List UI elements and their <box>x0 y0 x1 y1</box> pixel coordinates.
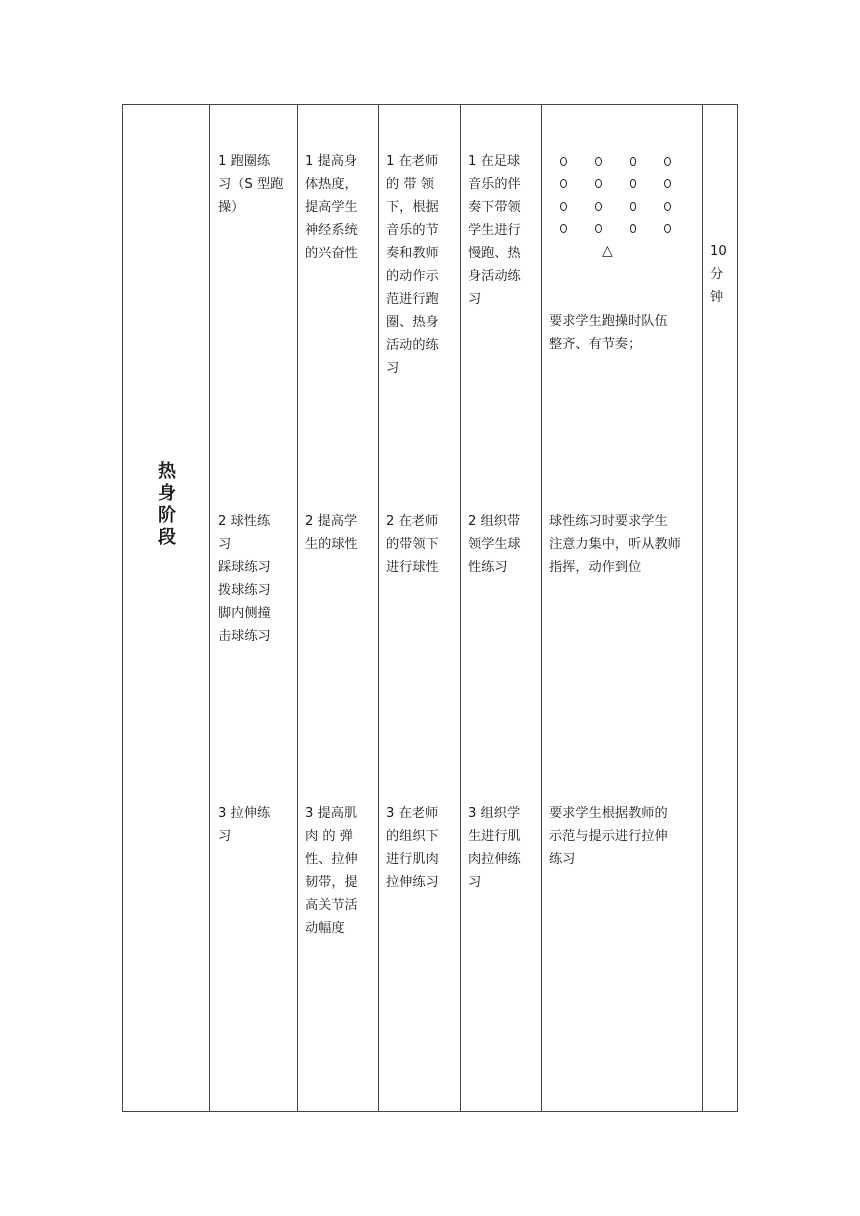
student-cell-3 <box>468 802 540 894</box>
text-line: 1 跑圈练 <box>218 154 271 169</box>
student-circle-icon <box>664 202 671 211</box>
student-circle-icon <box>630 202 637 211</box>
student-circle-icon <box>630 179 637 188</box>
student-circle-icon <box>560 179 567 188</box>
content-cell-1 <box>218 150 298 219</box>
time-unit-char: 分 <box>710 267 724 282</box>
text-line: 要求学生跑操时队伍 <box>549 314 668 329</box>
column-divider <box>209 105 210 1111</box>
text-line: 身活动练 <box>468 269 521 284</box>
text-line: 习 <box>468 875 482 890</box>
text-line: 的兴奋性 <box>305 246 358 261</box>
text-line: 圈、热身 <box>386 315 439 330</box>
teacher-cell-1 <box>386 150 458 380</box>
text-line: 1 提高身 <box>305 154 358 169</box>
text-line: 提高学生 <box>305 200 358 215</box>
text-line: 的带领下 <box>386 537 439 552</box>
text-line: 高关节活 <box>305 898 358 913</box>
column-divider <box>541 105 542 1111</box>
text-line: 1 在老师 <box>386 154 439 169</box>
text-line: 拉伸练习 <box>386 875 439 890</box>
student-cell-1 <box>468 150 540 311</box>
student-circle-icon <box>560 224 567 233</box>
column-divider <box>460 105 461 1111</box>
text-line: 整齐、有节奏； <box>549 337 642 352</box>
text-line: 范进行跑 <box>386 292 439 307</box>
text-line: 奏和教师 <box>386 246 439 261</box>
text-line: 3 提高肌 <box>305 806 358 821</box>
text-line: 3 拉伸练 <box>218 806 271 821</box>
text-line: 拨球练习 <box>218 583 271 598</box>
formation-row <box>552 195 692 218</box>
text-line: 2 球性练 <box>218 514 271 529</box>
text-line: 奏下带领 <box>468 200 521 215</box>
teacher-triangle-icon: △ <box>602 243 613 259</box>
text-line: 3 组织学 <box>468 806 521 821</box>
text-line: 活动的练 <box>386 338 439 353</box>
text-line: 生的球性 <box>305 537 358 552</box>
text-line: 操） <box>218 200 245 215</box>
text-line: 学生进行 <box>468 223 521 238</box>
student-circle-icon <box>560 157 567 166</box>
formation-row <box>552 218 692 241</box>
goal-cell-2 <box>305 510 377 556</box>
time-unit-char: 钟 <box>710 290 724 305</box>
student-circle-icon <box>595 202 602 211</box>
content-cell-3 <box>218 802 298 848</box>
student-circle-icon <box>664 157 671 166</box>
stage-char: 段 <box>158 527 176 548</box>
text-line: 习（S 型跑 <box>218 177 284 192</box>
text-line: 3 在老师 <box>386 806 439 821</box>
text-line: 音乐的节 <box>386 223 439 238</box>
formation-diagram <box>552 150 692 240</box>
formation-row <box>552 150 692 173</box>
text-line: 性、拉伸 <box>305 852 358 867</box>
text-line: 2 在老师 <box>386 514 439 529</box>
teacher-cell-2 <box>386 510 458 579</box>
text-line: 注意力集中，听从教师 <box>549 537 681 552</box>
student-circle-icon <box>630 157 637 166</box>
student-circle-icon <box>560 202 567 211</box>
requirement-cell-2 <box>549 510 699 579</box>
text-line: 击球练习 <box>218 629 271 644</box>
text-line: 习 <box>218 829 232 844</box>
text-line: 韧带，提 <box>305 875 358 890</box>
goal-cell-1 <box>305 150 377 265</box>
stage-label <box>143 461 191 549</box>
text-line: 习 <box>386 361 400 376</box>
stage-char: 阶 <box>158 505 176 526</box>
text-line: 指挥，动作到位 <box>549 560 642 575</box>
student-circle-icon <box>630 224 637 233</box>
stage-char: 热 <box>158 461 176 482</box>
time-duration <box>710 240 727 309</box>
goal-cell-3 <box>305 802 377 940</box>
text-line: 2 提高学 <box>305 514 358 529</box>
formation-row <box>552 173 692 196</box>
time-value: 10 <box>710 244 727 259</box>
student-circle-icon <box>664 179 671 188</box>
text-line: 音乐的伴 <box>468 177 521 192</box>
stage-char: 身 <box>158 483 176 504</box>
text-line: 的 带 领 <box>386 177 434 192</box>
text-line: 2 组织带 <box>468 514 521 529</box>
text-line: 练习 <box>549 852 576 867</box>
requirement-cell-1 <box>549 310 699 356</box>
text-line: 习 <box>218 537 232 552</box>
student-circle-icon <box>595 157 602 166</box>
text-line: 的组织下 <box>386 829 439 844</box>
column-divider <box>702 105 703 1111</box>
text-line: 习 <box>468 292 482 307</box>
content-cell-2 <box>218 510 298 648</box>
text-line: 示范与提示进行拉伸 <box>549 829 668 844</box>
text-line: 领学生球 <box>468 537 521 552</box>
text-line: 肉拉伸练 <box>468 852 521 867</box>
text-line: 1 在足球 <box>468 154 521 169</box>
text-line: 下，根据 <box>386 200 439 215</box>
column-divider <box>378 105 379 1111</box>
text-line: 肉 的 弹 <box>305 829 353 844</box>
text-line: 球性练习时要求学生 <box>549 514 668 529</box>
student-cell-2 <box>468 510 540 579</box>
text-line: 进行球性 <box>386 560 439 575</box>
text-line: 的动作示 <box>386 269 439 284</box>
text-line: 体热度， <box>305 177 358 192</box>
text-line: 生进行肌 <box>468 829 521 844</box>
student-circle-icon <box>664 224 671 233</box>
text-line: 动幅度 <box>305 921 345 936</box>
text-line: 进行肌肉 <box>386 852 439 867</box>
student-circle-icon <box>595 224 602 233</box>
text-line: 要求学生根据教师的 <box>549 806 668 821</box>
teacher-cell-3 <box>386 802 458 894</box>
requirement-cell-3 <box>549 802 699 871</box>
text-line: 踩球练习 <box>218 560 271 575</box>
text-line: 脚内侧撞 <box>218 606 271 621</box>
text-line: 神经系统 <box>305 223 358 238</box>
text-line: 性练习 <box>468 560 508 575</box>
text-line: 慢跑、热 <box>468 246 521 261</box>
student-circle-icon <box>595 179 602 188</box>
